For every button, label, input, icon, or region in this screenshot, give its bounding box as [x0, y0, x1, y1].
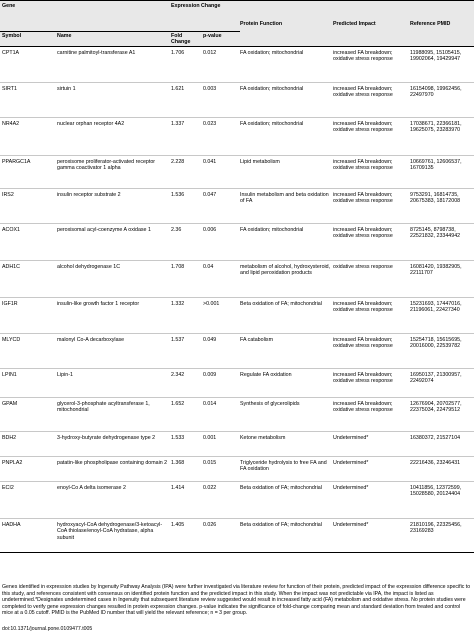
table-row: [0, 481, 474, 518]
reference-pmid: 17038671, 22366181, 19625075, 23283970: [410, 120, 462, 134]
gene-symbol: NR4A2: [2, 120, 20, 127]
predicted-impact: increased FA breakdown; oxidative stress response: [333, 158, 393, 172]
predicted-impact: increased FA breakdown; oxidative stress response: [333, 85, 393, 99]
protein-function: Insulin metabolism and beta oxidation of FA: [240, 191, 329, 205]
gene-name: peroxisome proliferator-activated receptor gamma coactivator 1 alpha: [57, 158, 156, 172]
gene-symbol: GPAM: [2, 400, 18, 407]
p-value: 0.009: [203, 371, 217, 378]
predicted-impact: increased FA breakdown; oxidative stress response: [333, 120, 393, 134]
gene-name: Lipin-1: [57, 371, 73, 378]
fold-change: 1.652: [171, 400, 185, 407]
reference-pmid: 11988095, 15105415, 19902064, 19429947: [410, 49, 462, 63]
predicted-impact: Undetermined*: [333, 434, 369, 441]
gene-name: insulin receptor substrate 2: [57, 191, 121, 198]
table-row: [0, 188, 474, 223]
reference-pmid: 22216436, 23246431: [410, 459, 461, 466]
protein-function: Synthesis of glycerolipids: [240, 400, 300, 407]
table-row: [0, 297, 474, 333]
table-row: [0, 223, 474, 260]
table-row: [0, 117, 474, 155]
fold-change: 1.708: [171, 263, 185, 270]
fold-change: 1.368: [171, 459, 185, 466]
predicted-impact: Undetermined*: [333, 484, 369, 491]
gene-symbol: HADHA: [2, 521, 21, 528]
gene-symbol: BDH2: [2, 434, 17, 441]
p-value: 0.001: [203, 434, 217, 441]
table-row: [0, 518, 474, 552]
fold-change: 1.533: [171, 434, 185, 441]
fold-change: 1.706: [171, 49, 185, 56]
header-fold-change: Fold Change: [171, 32, 203, 47]
reference-pmid: 10669761, 12606537, 16709135: [410, 158, 462, 172]
p-value: 0.041: [203, 158, 217, 165]
reference-pmid: 12676904, 20702577, 22375034, 22479512: [410, 400, 462, 414]
protein-function: Beta oxidation of FA; mitochondrial: [240, 300, 322, 307]
p-value: 0.012: [203, 49, 217, 56]
p-value: 0.015: [203, 459, 217, 466]
header-symbol: Symbol: [0, 32, 57, 47]
reference-pmid: 10411856, 12372599, 15028580, 20124404: [410, 484, 462, 498]
reference-pmid: 16950137, 21300957, 22492074: [410, 371, 462, 385]
protein-function: Ketone metabolism: [240, 434, 286, 441]
gene-symbol: PNPLA2: [2, 459, 23, 466]
table-row: [0, 260, 474, 297]
fold-change: 1.414: [171, 484, 185, 491]
gene-symbol: ACOX1: [2, 226, 20, 233]
reference-pmid: 8725145, 8798738, 22521832, 23344942: [410, 226, 461, 240]
gene-symbol: SIRT1: [2, 85, 17, 92]
table-row: [0, 82, 474, 117]
predicted-impact: Undetermined*: [333, 459, 369, 466]
fold-change: 2.342: [171, 371, 185, 378]
gene-name: glycerol-3-phosphate acyltransferase 1, mitochondrial: [57, 400, 150, 414]
fold-change: 1.332: [171, 300, 185, 307]
reference-pmid: 16380372, 21527104: [410, 434, 461, 441]
gene-symbol: CPT1A: [2, 49, 20, 56]
gene-name: enoyl-Co A delta isomerase 2: [57, 484, 126, 491]
protein-function: metabolism of alcohol, hydroxysteroid, and lipid peroxidation products: [240, 263, 331, 277]
fold-change: 1.337: [171, 120, 185, 127]
gene-name: patatin-like phospholipase containing domain 2: [57, 459, 168, 466]
gene-symbol: LPIN1: [2, 371, 17, 378]
header-name: Name: [57, 32, 171, 47]
header-p-value: p-value: [203, 32, 240, 47]
predicted-impact: increased FA breakdown; oxidative stress response: [333, 226, 393, 240]
fold-change: 1.405: [171, 521, 185, 528]
p-value: >0.001: [203, 300, 220, 307]
gene-name: peroxisomal acyl-coenzyme A oxidase 1: [57, 226, 151, 233]
table-footnote: Genes identified in expression studies by Ingenuity Pathway Analysis (IPA) were further investigated via literature review for function of their protein, predicted impact of the expression difference specific to this study, and references consistent with consensus on identified protein function and the predicted impact in this study. When the impact was not predictable via IPA, the impact is listed as undetermined.*Designates undetermined cases in Ingenuity that subsequent literature review suggested would result in increased fatty acid (FA) metabolism and oxidative stress. No protein studies were completed to verify gene expression changes resulted in protein expression changes. p-value indicates the significance of fold-change comparing mean and standard deviation from treated and control mice at a 0.05 cutoff. PMID is the PubMed ID number that will yield the relevant reference; n = 3 per group.: [2, 584, 471, 616]
fold-change: 2.228: [171, 158, 185, 165]
reference-pmid: 15254718, 15615695, 20016000, 22539782: [410, 336, 462, 350]
p-value: 0.049: [203, 336, 217, 343]
predicted-impact: increased FA breakdown; oxidative stress response: [333, 371, 393, 385]
protein-function: FA oxidation; mitochondrial: [240, 85, 304, 92]
predicted-impact: increased FA breakdown; oxidative stress response: [333, 300, 393, 314]
protein-function: FA catabolism: [240, 336, 273, 343]
fold-change: 1.537: [171, 336, 185, 343]
header-gene: Gene: [0, 1, 171, 32]
gene-symbol: ECI2: [2, 484, 14, 491]
predicted-impact: increased FA breakdown; oxidative stress response: [333, 191, 393, 205]
protein-function: FA oxidation; mitochondrial: [240, 49, 304, 56]
protein-function: FA oxidation; mitochondrial: [240, 226, 304, 233]
predicted-impact: increased FA breakdown; oxidative stress response: [333, 400, 393, 414]
gene-symbol: MLYCD: [2, 336, 21, 343]
predicted-impact: oxidative stress response: [333, 263, 393, 270]
reference-pmid: 15231693, 17447016, 21196061, 22427340: [410, 300, 462, 314]
protein-function: Beta oxidation of FA; mitochondrial: [240, 521, 322, 528]
table-row: [0, 368, 474, 397]
gene-name: alcohol dehydrogenase 1C: [57, 263, 121, 270]
protein-function: Beta oxidation of FA; mitochondrial: [240, 484, 322, 491]
table-row: [0, 431, 474, 456]
p-value: 0.006: [203, 226, 217, 233]
protein-function: Triglyceride hydrolysis to free FA and FA oxidation: [240, 459, 327, 473]
header-protein-function: Protein Function: [240, 1, 333, 47]
protein-function: FA oxidation; mitochondrial: [240, 120, 304, 127]
p-value: 0.026: [203, 521, 217, 528]
header-reference-pmid: Reference PMID: [410, 1, 474, 47]
p-value: 0.003: [203, 85, 217, 92]
gene-symbol: IGF1R: [2, 300, 18, 307]
gene-symbol: IRS2: [2, 191, 14, 198]
protein-function: Lipid metabolism: [240, 158, 280, 165]
gene-symbol: PPARGC1A: [2, 158, 31, 165]
header-predicted-impact: Predicted Impact: [333, 1, 410, 47]
gene-name: 3-hydroxy-butyrate dehydrogenase type 2: [57, 434, 156, 441]
p-value: 0.023: [203, 120, 217, 127]
gene-name: carnitine palmitoyl-transferase A1: [57, 49, 136, 56]
p-value: 0.04: [203, 263, 214, 270]
header-row-top: [0, 1, 474, 32]
table-row: [0, 333, 474, 368]
gene-name: hydroxyacyl-CoA dehydrogenase/3-ketoacyl-CoA thiolase/enoyl-CoA hydratase, alpha subunit: [57, 521, 163, 541]
reference-pmid: 21810196, 22325456, 23169283: [410, 521, 462, 535]
fold-change: 1.621: [171, 85, 185, 92]
predicted-impact: increased FA breakdown; oxidative stress response: [333, 336, 393, 350]
fold-change: 2.36: [171, 226, 182, 233]
protein-function: Regulate FA oxidation: [240, 371, 292, 378]
gene-name: sirtuin 1: [57, 85, 76, 92]
gene-name: insulin-like growth factor 1 receptor: [57, 300, 140, 307]
predicted-impact: increased FA breakdown; oxidative stress response: [333, 49, 393, 63]
p-value: 0.014: [203, 400, 217, 407]
header-expression-change: Expression Change: [171, 1, 240, 32]
table-row: [0, 456, 474, 481]
reference-pmid: 9753291, 16814735, 20675383, 18172008: [410, 191, 461, 205]
gene-symbol: ADH1C: [2, 263, 20, 270]
reference-pmid: 16081420, 19382905, 22111707: [410, 263, 462, 277]
p-value: 0.022: [203, 484, 217, 491]
doi-line: doi:10.1371/journal.pone.0109477.t005: [2, 626, 93, 632]
gene-name: malonyl Co-A decarboxylase: [57, 336, 125, 343]
table-row: [0, 397, 474, 431]
reference-pmid: 16154098, 19962456, 22497970: [410, 85, 462, 99]
predicted-impact: Undetermined*: [333, 521, 369, 528]
fold-change: 1.536: [171, 191, 185, 198]
table-row: [0, 155, 474, 188]
gene-name: nuclear orphan receptor 4A2: [57, 120, 125, 127]
p-value: 0.047: [203, 191, 217, 198]
table-row: [0, 46, 474, 82]
